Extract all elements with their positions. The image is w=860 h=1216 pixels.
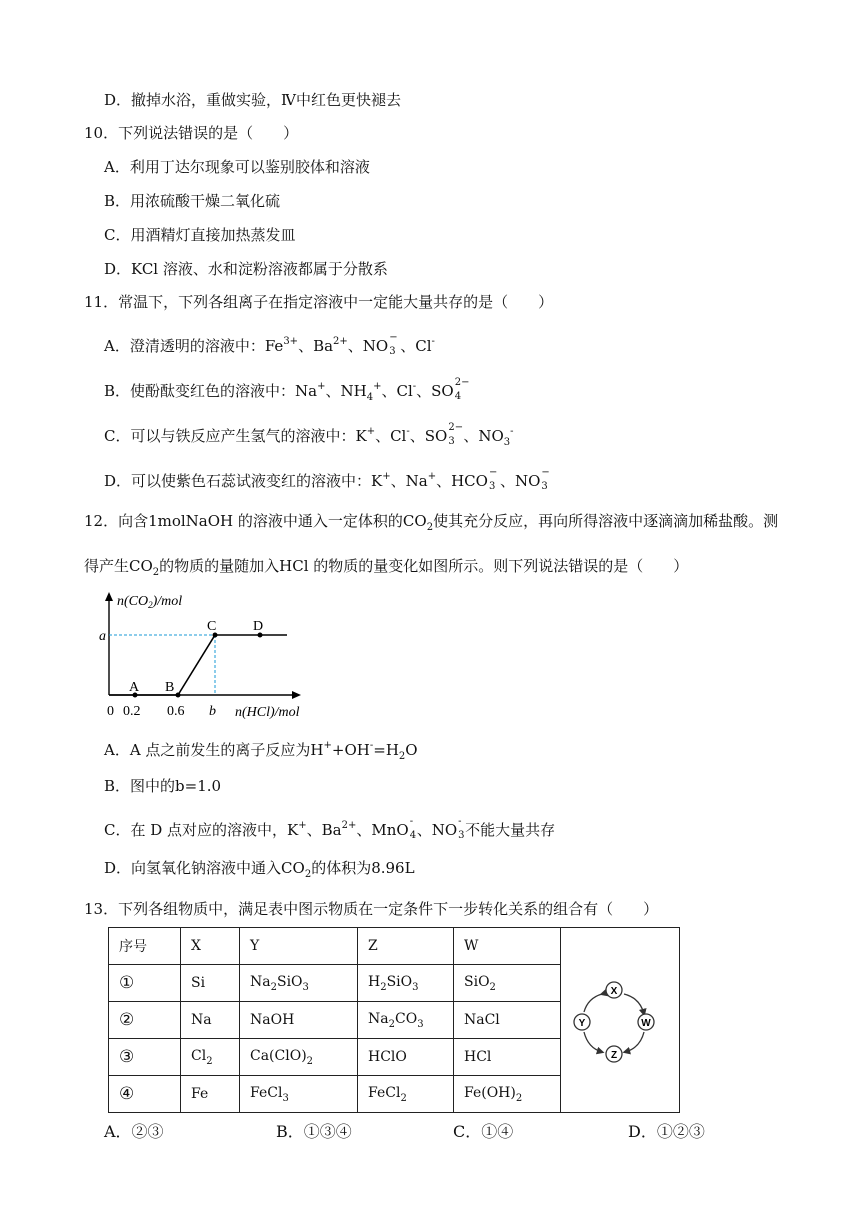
sup-sub [447, 422, 464, 447]
sub: 3 [282, 1092, 289, 1104]
sup: − [541, 467, 550, 478]
text: Fe(OH) [464, 1084, 516, 1101]
charge: + [373, 381, 382, 392]
text: Ca(ClO) [250, 1047, 307, 1064]
sub: 2 [152, 567, 160, 578]
label-point-a: A [129, 680, 140, 695]
text: 、MnO [356, 821, 409, 839]
header-z: Z [358, 928, 454, 965]
sub: 3 [448, 436, 455, 447]
text: 的物质的量随加入HCl 的物质的量变化如图所示。则下列说法错误的是（ ） [159, 557, 689, 575]
sub: 3 [417, 1018, 424, 1030]
y-axis-arrow [105, 592, 113, 601]
sup-sub [540, 467, 552, 492]
text: 不能大量共存 [465, 821, 556, 839]
q10-stem: 10．下列说法错误的是（ ） [84, 124, 299, 142]
q13-option-b: B．①③④ [276, 1122, 352, 1141]
sup: − [488, 467, 498, 478]
row-no: ① [109, 965, 181, 1002]
text: NaOH [250, 1012, 295, 1028]
node-x-label: X [610, 986, 618, 997]
q13-option-a: A．②③ [104, 1122, 164, 1141]
cell-z [358, 1002, 454, 1039]
sub: 2 [388, 1018, 395, 1030]
text: 、Ba [306, 821, 342, 839]
header-w: W [454, 928, 561, 965]
text: A．澄清透明的溶液中：Fe [104, 337, 284, 355]
q11-stem: 11．常温下，下列各组离子在指定溶液中一定能大量共存的是（ ） [84, 293, 554, 311]
sub: 2 [398, 751, 406, 762]
text: 12．向含1molNaOH 的溶液中通入一定体积的CO [84, 512, 427, 530]
q11-option-c [104, 422, 514, 453]
q12-option-d [104, 858, 415, 885]
row-no: ② [109, 1002, 181, 1039]
cell-w [454, 965, 561, 1002]
text: 、Ba [298, 337, 334, 355]
q13-stem: 13．下列各组物质中，满足表中图示物质在一定条件下一步转化关系的组合有（ ） [84, 900, 659, 918]
sub: 3 [488, 481, 496, 492]
charge: + [427, 471, 437, 482]
text: NaCl [464, 1012, 500, 1028]
text: SiO [276, 973, 303, 990]
arrow-x-w [624, 994, 644, 1014]
text: D．向氢氧化钠溶液中通入CO [104, 859, 305, 877]
text: D．可以使紫色石蕊试液变红的溶液中：K [104, 472, 383, 490]
sub: 3 [503, 437, 511, 448]
text: 、SO [416, 382, 454, 400]
text: C．可以与铁反应产生氢气的溶液中：K [104, 427, 367, 445]
tick-0.6: 0.6 [167, 704, 185, 719]
sub: 4 [409, 830, 417, 841]
cell-y [240, 1002, 358, 1039]
y-axis-label: $n(CO_2)$/mol [117, 594, 183, 610]
text: 、NO [499, 472, 541, 490]
sup: 2− [448, 422, 464, 433]
cell-w [454, 1076, 561, 1113]
sub: 2 [400, 1092, 407, 1104]
q9-option-d: D．撤掉水浴，重做实验，Ⅳ中红色更快褪去 [104, 91, 402, 109]
sup: 2− [454, 377, 470, 388]
text: 得产生CO [84, 557, 153, 575]
sub: 2 [515, 1092, 523, 1104]
text: B．使酚酞变红色的溶液中：Na [104, 382, 318, 400]
origin-label: 0 [107, 704, 114, 719]
sub: 4 [454, 391, 462, 402]
row-no: ④ [109, 1076, 181, 1113]
cell-y [240, 965, 358, 1002]
sup-sub [488, 467, 500, 492]
tick-b: b [209, 704, 216, 719]
q10-option-a: A．利用丁达尔现象可以鉴别胶体和溶液 [104, 158, 370, 176]
charge: 2+ [341, 820, 357, 831]
q11-option-b [104, 377, 470, 408]
text: 、NO [347, 337, 389, 355]
charge: + [317, 381, 326, 392]
header-y: Y [240, 928, 358, 965]
arrow-y-x [584, 994, 602, 1012]
text: A．A 点之前发生的离子反应为H [104, 741, 324, 759]
cell-w [454, 1002, 561, 1039]
arrow-y-z [584, 1032, 602, 1052]
sub: 2 [426, 522, 434, 533]
row-no: ③ [109, 1039, 181, 1076]
charge: - [431, 336, 435, 347]
tick-0.2: 0.2 [123, 704, 141, 719]
sub: 3 [412, 981, 419, 993]
cell-y [240, 1039, 358, 1076]
cell-x: Na [181, 1002, 240, 1039]
text: Na [250, 973, 271, 990]
q11-option-d [104, 467, 552, 491]
text: C．在 D 点对应的溶液中，K [104, 821, 299, 839]
text: CO [394, 1010, 418, 1027]
text: 、Cl [400, 337, 432, 355]
text: FeCl [368, 1084, 401, 1101]
label-a: a [99, 629, 106, 644]
text: 使其充分反应，再向所得溶液中逐滴滴加稀盐酸。测 [433, 512, 779, 530]
text: +OH [331, 741, 370, 759]
sub: 2 [270, 981, 277, 993]
sub: 3 [458, 830, 465, 841]
text: 、NO [416, 821, 458, 839]
q13-option-d: D．①②③ [628, 1122, 705, 1141]
text: HClO [368, 1049, 407, 1065]
point-b [176, 693, 181, 698]
cell-y [240, 1076, 358, 1113]
text: 、SO [409, 427, 448, 445]
q11-option-a [104, 332, 435, 356]
q12-option-c [104, 816, 555, 840]
sup: - [409, 816, 414, 827]
node-z-label: Z [610, 1050, 618, 1061]
text: 、NO [463, 427, 504, 445]
text: SiO [386, 973, 413, 990]
text: HCl [464, 1049, 492, 1065]
arrow-w-z [625, 1032, 644, 1052]
sup-sub [409, 816, 417, 841]
cell-z [358, 1039, 454, 1076]
sup: − [389, 332, 398, 343]
line-rise [178, 635, 215, 695]
text: SiO [464, 973, 490, 990]
text: 、NH [325, 382, 367, 400]
text: Na [368, 1010, 389, 1027]
header-x: X [181, 928, 240, 965]
sub: 3 [302, 981, 309, 993]
sub: 2 [304, 869, 312, 880]
sub: 2 [306, 1055, 314, 1067]
sub: 2 [206, 1055, 213, 1067]
co2-hcl-graph [95, 590, 330, 725]
sub: 4 [366, 392, 374, 403]
charge: - [406, 426, 410, 437]
cell-x [181, 1039, 240, 1076]
text: FeCl [250, 1084, 283, 1101]
sub: 3 [389, 346, 396, 357]
text: H [368, 973, 381, 990]
q12-option-a [104, 736, 418, 767]
text: 、Cl [381, 382, 413, 400]
table-header-row [109, 928, 680, 965]
q10-option-d: D．KCl 溶液、水和淀粉溶液都属于分散系 [104, 260, 388, 278]
text: O [405, 741, 418, 759]
node-y-label: Y [578, 1018, 586, 1029]
q12-stem-line1 [84, 511, 778, 538]
text: 、Cl [375, 427, 407, 445]
sup-sub [457, 816, 465, 841]
q10-option-c: C．用酒精灯直接加热蒸发皿 [104, 226, 296, 244]
text: Cl [191, 1047, 207, 1064]
text: 、Na [390, 472, 428, 490]
sup-sub [388, 332, 400, 357]
node-w-label: W [641, 1018, 651, 1029]
q13-option-c: C．①④ [453, 1122, 514, 1141]
conversion-cycle-diagram [572, 978, 662, 1068]
sub: 2 [489, 981, 496, 993]
sup: - [458, 816, 462, 827]
charge: + [366, 426, 376, 437]
q12-stem-line2 [84, 556, 688, 583]
q12-option-b: B．图中的b=1.0 [104, 777, 222, 795]
text: 的体积为8.96L [311, 859, 415, 877]
cell-x: Fe [181, 1076, 240, 1113]
label-point-b: B [165, 680, 175, 695]
cell-w [454, 1039, 561, 1076]
sub: 3 [541, 481, 548, 492]
cell-z [358, 965, 454, 1002]
x-axis-arrow [292, 691, 301, 699]
charge: - [369, 740, 374, 751]
charge: + [298, 820, 307, 831]
charge: 2+ [333, 336, 348, 347]
text: 、HCO [436, 472, 488, 490]
cell-z [358, 1076, 454, 1113]
charge: - [510, 426, 514, 437]
header-no: 序号 [109, 928, 181, 965]
label-point-c: C [207, 619, 217, 634]
charge: + [382, 471, 391, 482]
cell-x: Si [181, 965, 240, 1002]
sub: 2 [380, 981, 387, 993]
x-axis-label: n(HCl)/mol [235, 705, 300, 720]
charge: + [323, 740, 332, 751]
charge: - [412, 381, 417, 392]
sup-sub [454, 377, 470, 402]
label-point-d: D [253, 619, 264, 634]
q10-option-b: B．用浓硫酸干燥二氧化硫 [104, 192, 281, 210]
text: =H [373, 741, 399, 759]
charge: 3+ [283, 336, 299, 347]
